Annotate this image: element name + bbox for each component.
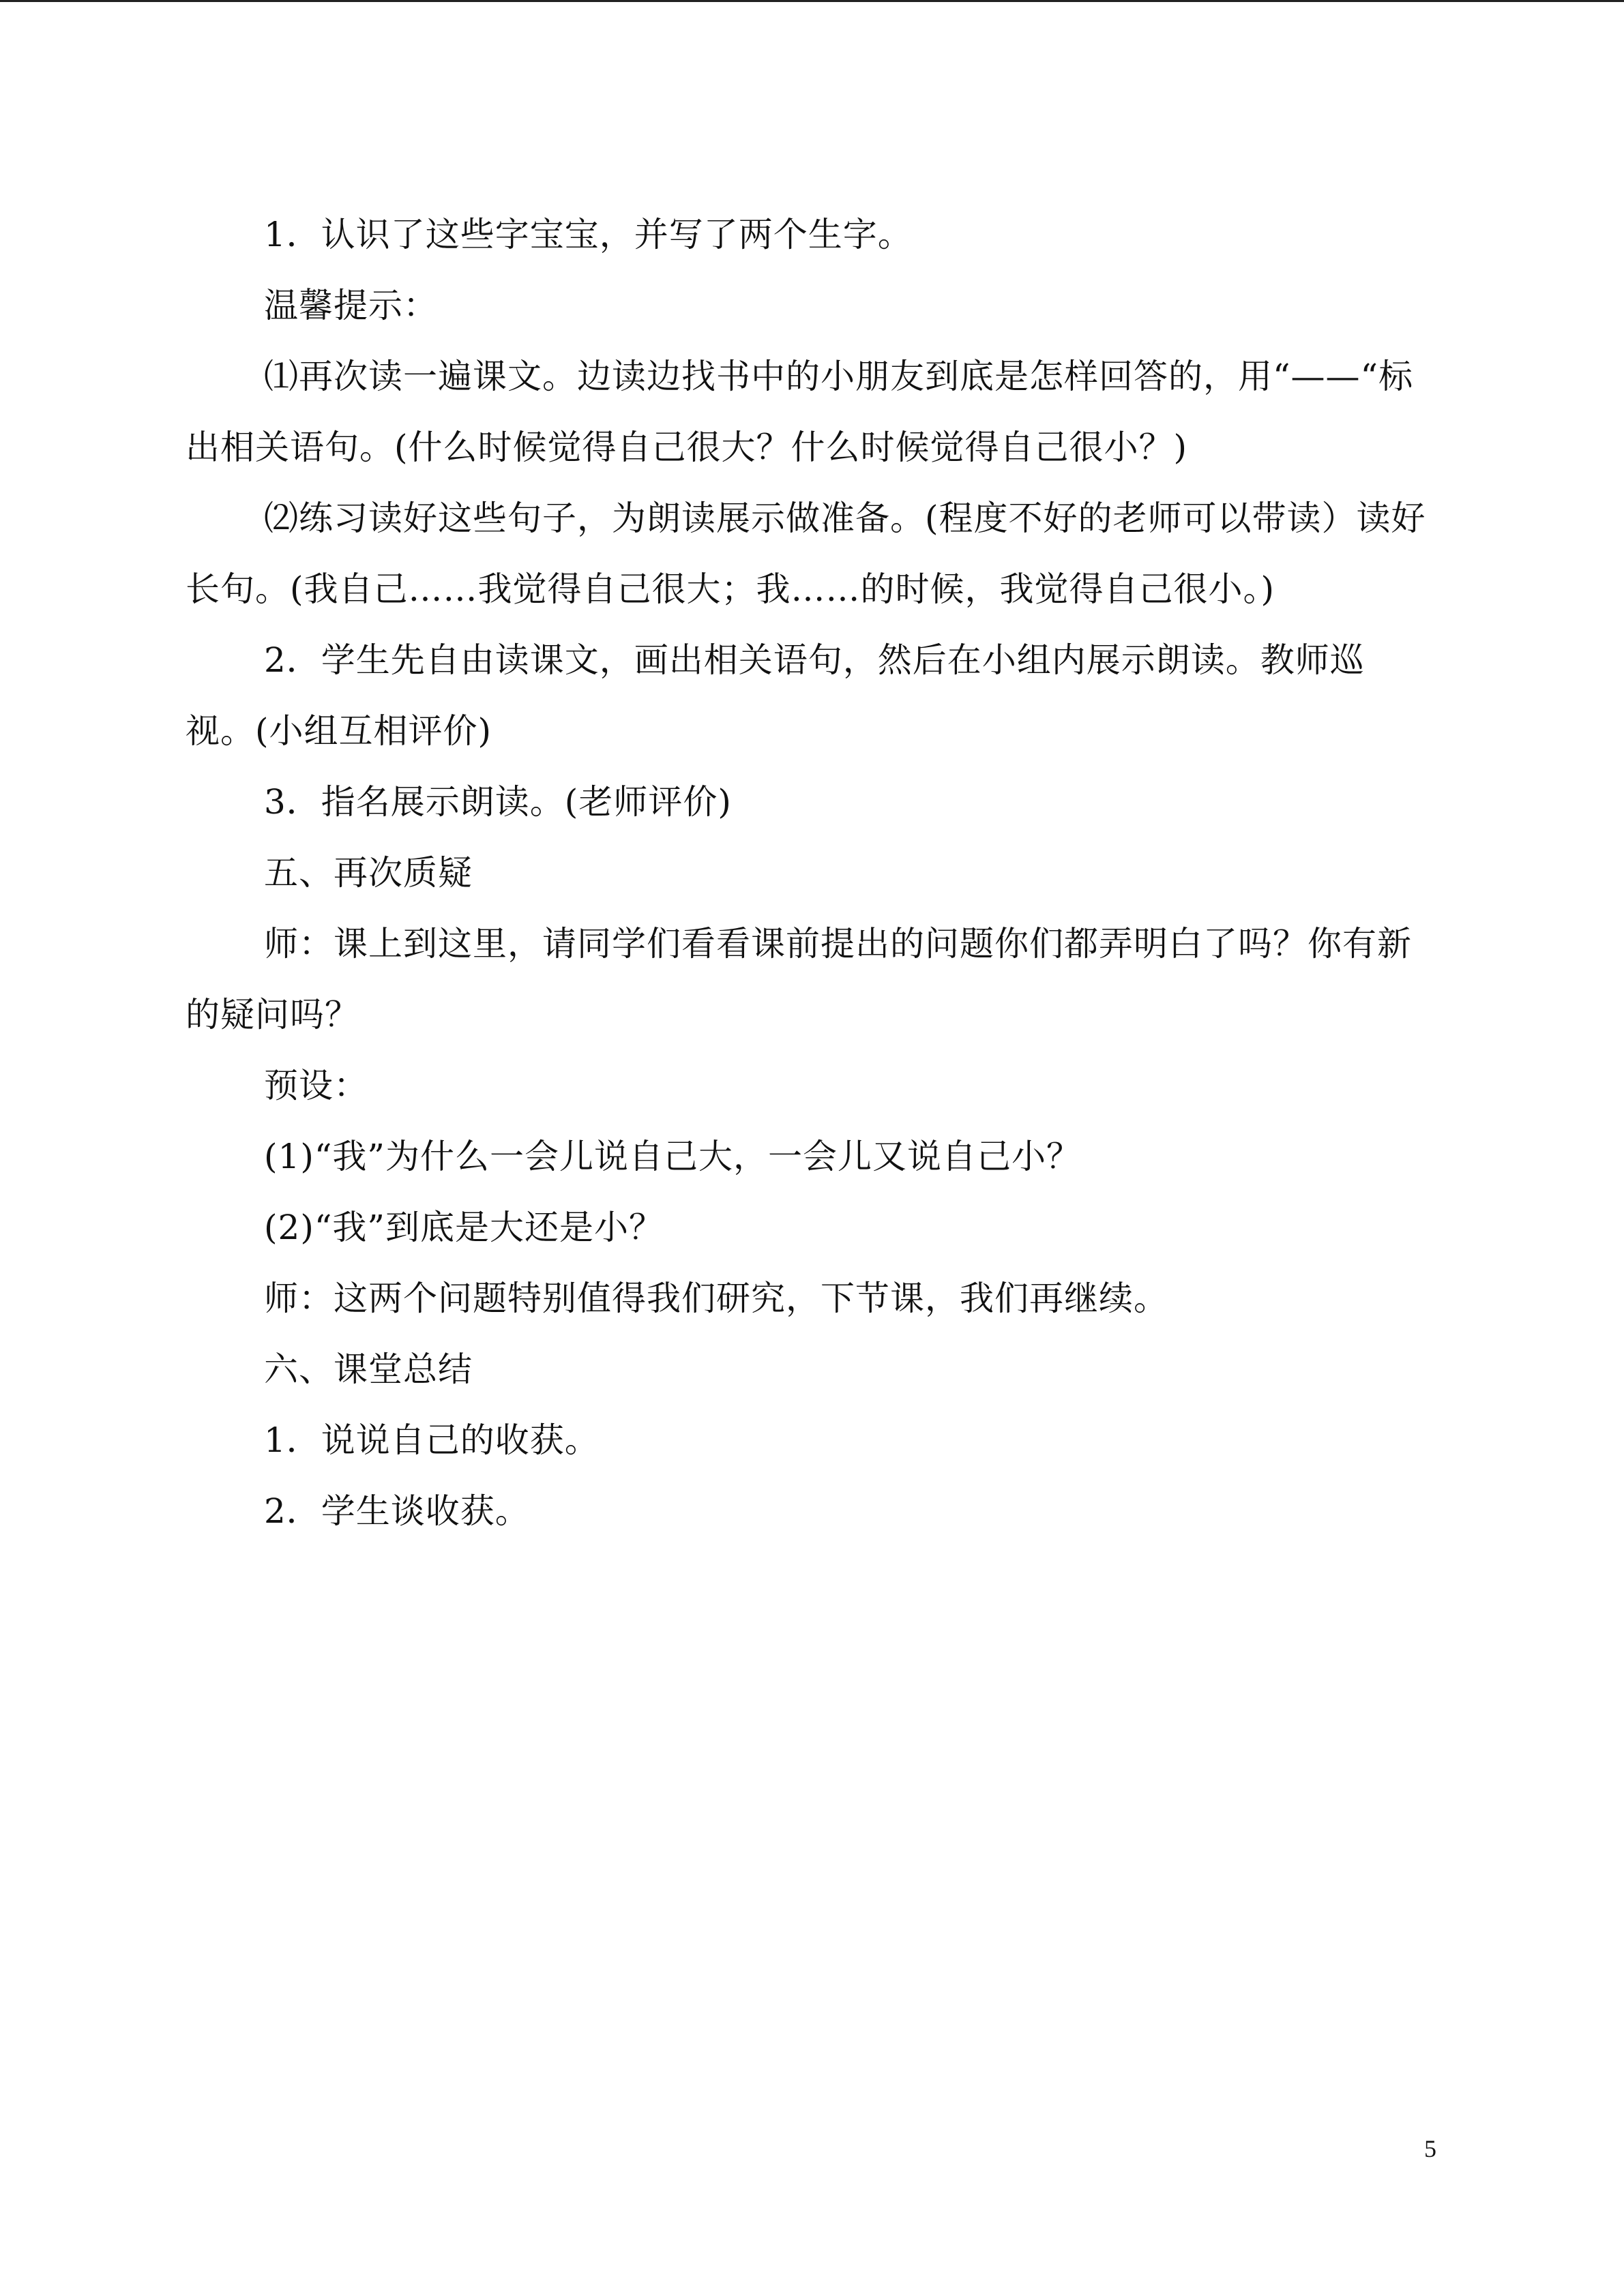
paragraph-9: 预设：	[264, 1066, 368, 1105]
section-heading-6: 六、课堂总结	[264, 1350, 473, 1389]
paragraph-12: 师：这两个问题特别值得我们研究，下节课，我们再继续。	[264, 1279, 1168, 1318]
paragraph-11: (2)“我”到底是大还是小？	[264, 1208, 664, 1247]
paragraph-6: 3．指名展示朗读。(老师评价)	[264, 782, 732, 822]
page-top-border	[0, 0, 1624, 2]
section-heading-5: 五、再次质疑	[264, 853, 473, 893]
paragraph-8: 师：课上到这里，请同学们看看课前提出的问题你们都弄明白了吗？你有新的疑问吗？	[186, 924, 1412, 1034]
page-number: 5	[1424, 2135, 1436, 2162]
paragraph-2: 温馨提示：	[264, 286, 438, 325]
paragraph-4: ⑵练习读好这些句子，为朗读展示做准备。(程度不好的老师可以带读）读好长句。(我自己……我觉得自己很大；我……的时候，我觉得自己很小。)	[186, 498, 1426, 609]
paragraph-10: (1)“我”为什么一会儿说自己大，一会儿又说自己小？	[264, 1137, 1081, 1176]
paragraph-5: 2．学生先自由读课文，画出相关语句，然后在小组内展示朗读。教师巡视。(小组互相评价)	[186, 640, 1365, 751]
paragraph-3: ⑴再次读一遍课文。边读边找书中的小朋友到底是怎样回答的，用“——“标出相关语句。(什么时候觉得自己很大？什么时候觉得自己很小？)	[186, 357, 1414, 467]
paragraph-14: 1．说说自己的收获。	[264, 1420, 600, 1460]
paragraph-15: 2．学生谈收获。	[264, 1491, 530, 1531]
paragraph-1: 1．认识了这些字宝宝，并写了两个生字。	[264, 215, 913, 254]
document-body	[186, 199, 1434, 1547]
